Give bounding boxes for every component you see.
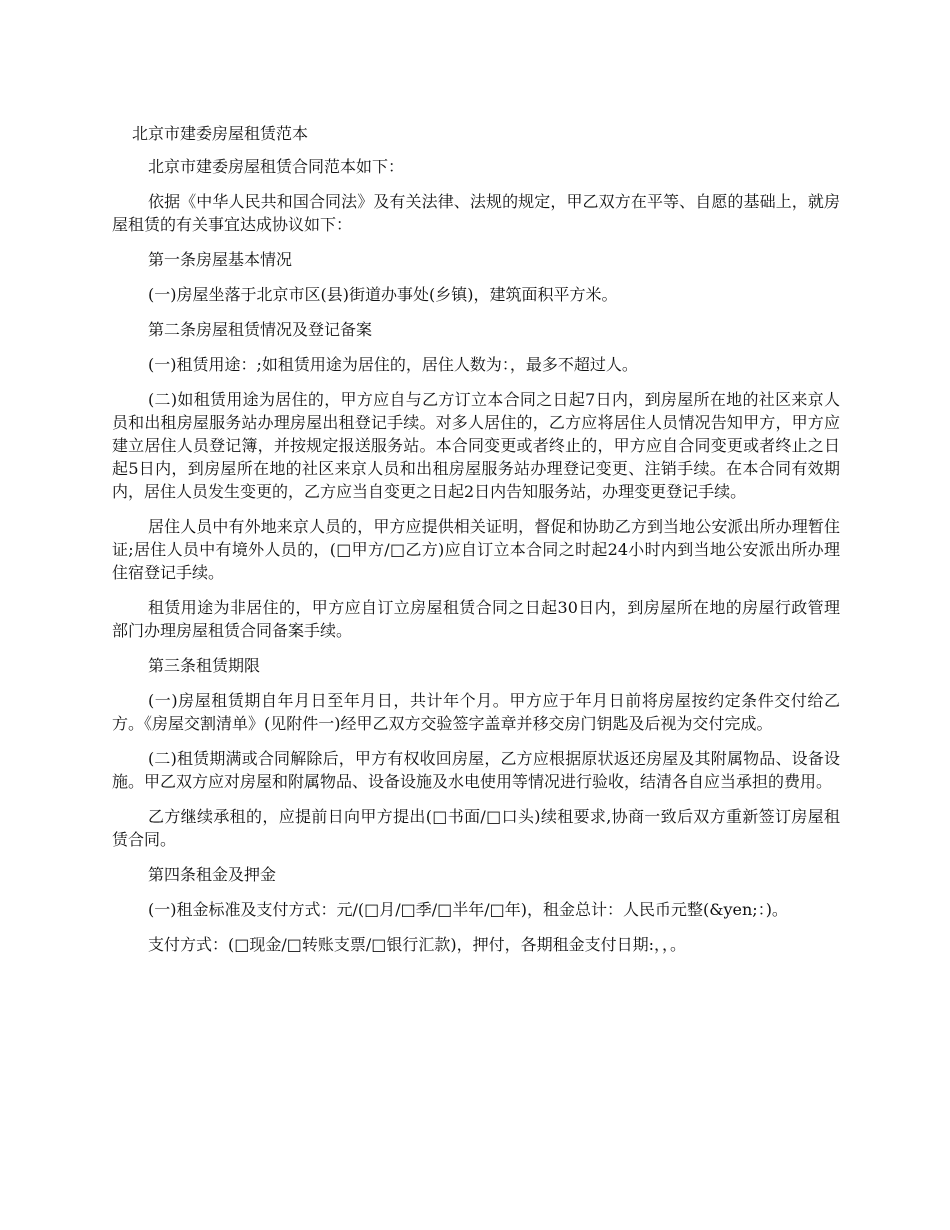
article-4-clause-1: (一)租金标准及支付方式：元/(□月/□季/□半年/□年)，租金总计：人民币元整(&yen;：)。 bbox=[148, 900, 788, 919]
article-2-clause-2-nonresidential: 租赁用途为非居住的，甲方应自订立房屋租赁合同之日起30日内，到房屋所在地的房屋行政管理部门办理房屋租赁合同备案手续。 bbox=[112, 598, 840, 640]
article-2-clause-2: (二)如租赁用途为居住的，甲方应自与乙方订立本合同之日起7日内，到房屋所在地的社区来京人员和出租房屋服务站办理房屋出租登记手续。对多人居住的，乙方应将居住人员情况告知甲方，甲方应建立居住人员登记簿，并按规定报送服务站。本合同变更或者终止的，甲方应自合同变更或者终止之日起5日内，到房屋所在地的社区来京人员和出租房屋服务站办理登记变更、注销手续。在本合同有效期内，居住人员发生变更的，乙方应当自变更之日起2日内告知服务站，办理变更登记手续。 bbox=[112, 390, 840, 501]
paragraph-intro: 北京市建委房屋租赁合同范本如下： bbox=[148, 157, 405, 176]
document-title: 北京市建委房屋租赁范本 bbox=[132, 124, 309, 143]
article-2-clause-2-foreign: 居住人员中有外地来京人员的，甲方应提供相关证明，督促和协助乙方到当地公安派出所办理暂住证;居住人员中有境外人员的，(□甲方/□乙方)应自订立本合同之时起24小时内到当地公安派出所办理住宿登记手续。 bbox=[112, 517, 840, 582]
article-3-heading: 第三条租赁期限 bbox=[148, 656, 261, 675]
article-2-heading: 第二条房屋租赁情况及登记备案 bbox=[148, 320, 373, 339]
article-4-heading: 第四条租金及押金 bbox=[148, 865, 277, 884]
article-1-heading: 第一条房屋基本情况 bbox=[148, 250, 293, 269]
article-3-renewal: 乙方继续承租的，应提前日向甲方提出(□书面/□口头)续租要求,协商一致后双方重新签订房屋租赁合同。 bbox=[112, 807, 840, 849]
article-2-clause-1: (一)租赁用途：;如租赁用途为居住的，居住人数为：，最多不超过人。 bbox=[148, 355, 638, 374]
article-1-clause-1: (一)房屋坐落于北京市区(县)街道办事处(乡镇)，建筑面积平方米。 bbox=[148, 285, 618, 304]
document-page bbox=[112, 122, 840, 968]
paragraph-basis: 依据《中华人民共和国合同法》及有关法律、法规的规定，甲乙双方在平等、自愿的基础上，就房屋租赁的有关事宜达成协议如下： bbox=[112, 192, 840, 234]
article-3-clause-2: (二)租赁期满或合同解除后，甲方有权收回房屋，乙方应根据原状返还房屋及其附属物品、设备设施。甲乙双方应对房屋和附属物品、设备设施及水电使用等情况进行验收，结清各自应当承担的费用。 bbox=[112, 749, 840, 791]
article-4-payment-method: 支付方式：(□现金/□转账支票/□银行汇款)，押付，各期租金支付日期:，，。 bbox=[148, 935, 687, 954]
article-3-clause-1: (一)房屋租赁期自年月日至年月日，共计年个月。甲方应于年月日前将房屋按约定条件交付给乙方。《房屋交割清单》(见附件一)经甲乙双方交验签字盖章并移交房门钥匙及后视为交付完成。 bbox=[112, 691, 840, 733]
